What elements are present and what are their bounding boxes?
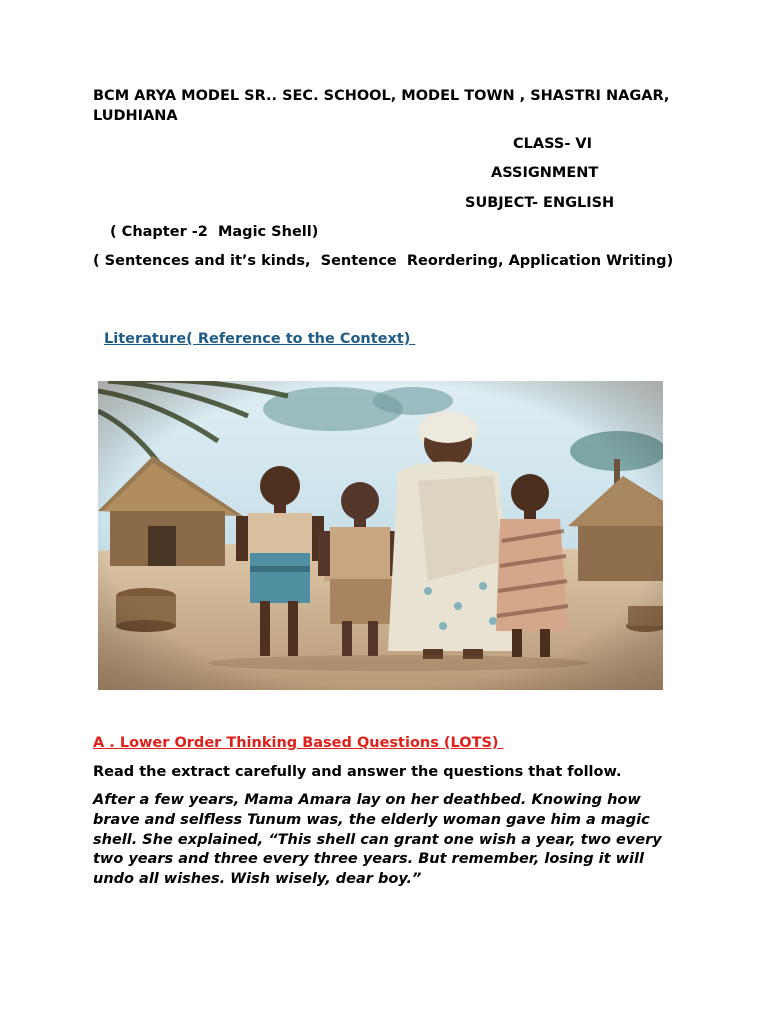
subject-label: SUBJECT- ENGLISH — [465, 195, 615, 211]
class-label: CLASS- VI — [513, 136, 593, 152]
lots-heading: A . Lower Order Thinking Based Questions (LOTS) — [93, 735, 504, 751]
school-name: BCM ARYA MODEL SR.. SEC. SCHOOL, MODEL TOWN , SHASTRI NAGAR, LUDHIANA — [93, 88, 675, 124]
literature-heading: Literature( Reference to the Context) — [104, 331, 416, 347]
instruction-text: Read the extract carefully and answer the questions that follow. — [93, 764, 622, 780]
assignment-label: ASSIGNMENT — [491, 165, 599, 181]
chapter-label: ( Chapter -2 Magic Shell) — [110, 224, 319, 240]
topics-label: ( Sentences and it’s kinds, Sentence Reordering, Application Writing) — [93, 253, 674, 269]
extract-passage: After a few years, Mama Amara lay on her deathbed. Knowing how brave and selfless Tunum was, the elderly woman gave him a magic shell. She explained, “This shell can grant one wish a year, two every two years and three every three years. But remember, losing it will undo all wishes. Wish wisely, dear boy.” — [93, 792, 667, 888]
village-children-with-grandmother-illustration — [98, 381, 663, 690]
